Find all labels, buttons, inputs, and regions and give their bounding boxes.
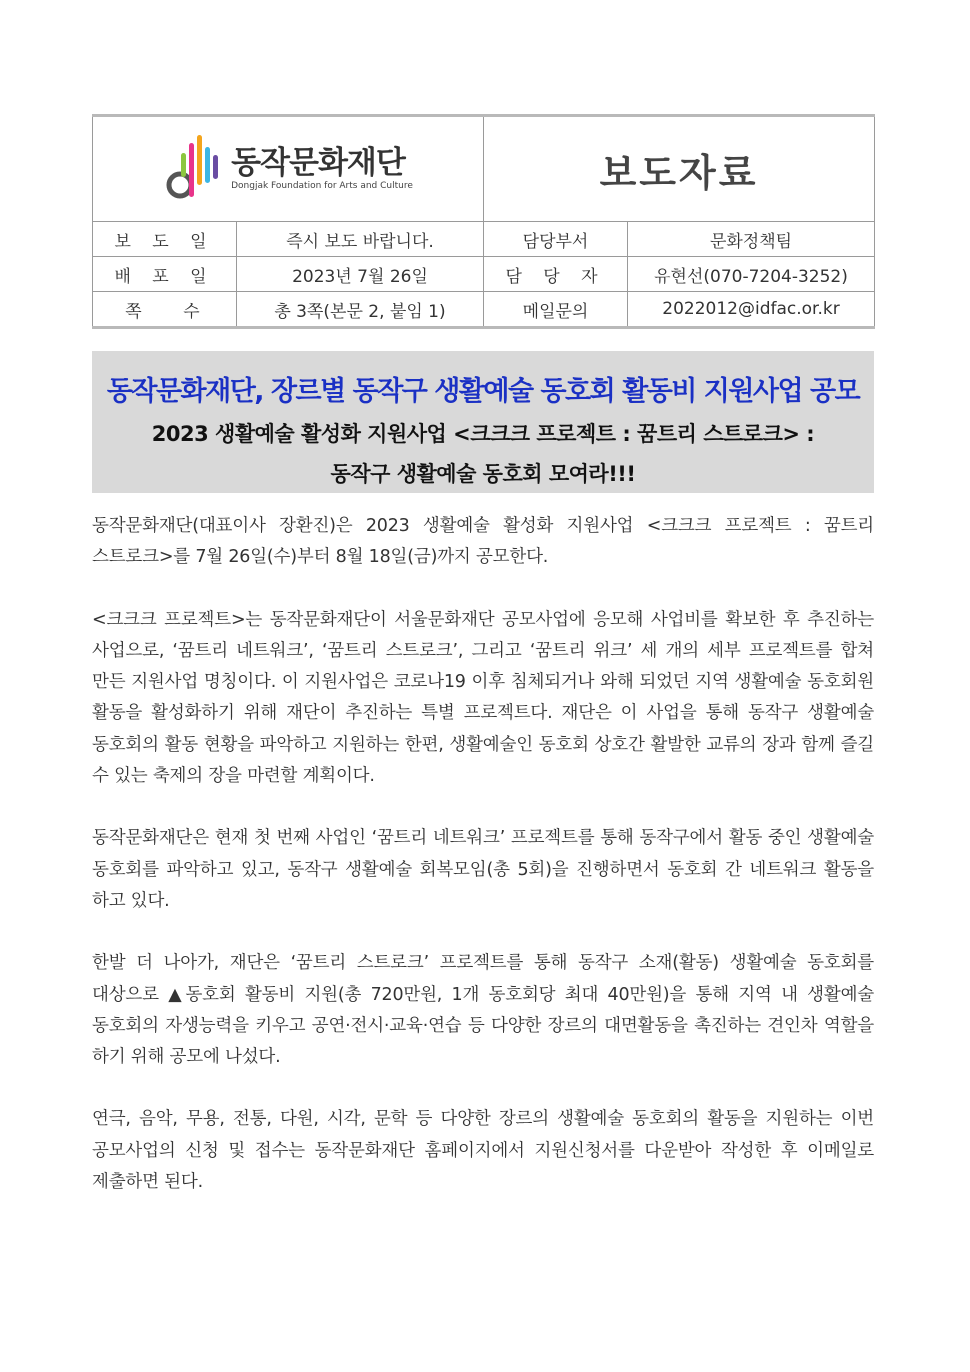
contact-person-label: 담 당 자: [484, 257, 628, 292]
logo-bar-4: [213, 155, 218, 179]
body-paragraph: 동작문화재단(대표이사 장환진)은 2023 생활예술 활성화 지원사업 <크크크 프로젝트 : 꿈트리 스트로크>를 7월 26일(수)부터 8월 18일(금)까지 공모한다.: [92, 516, 874, 568]
email-value: 2022012@idfac.or.kr: [628, 292, 875, 328]
header-row: [93, 257, 875, 292]
logo-name-english: Dongjak Foundation for Arts and Culture: [231, 181, 413, 191]
headline-main: 동작문화재단, 장르별 동작구 생활예술 동호회 활동비 지원사업 공모: [106, 376, 860, 407]
logo-bar-2: [197, 135, 202, 185]
distribution-date-label: 배 포 일: [93, 257, 237, 292]
body-paragraph: 한발 더 나아가, 재단은 ‘꿈트리 스트로크’ 프로젝트를 통해 동작구 소재(활동) 생활예술 동호회를 대상으로 ▲동호회 활동비 지원(총 720만원, 1개 동호회당 최대 40만원)을 통해 지역 내 생활예술 동호회의 자생능력을 키우고 공연·전시·교육·연습 등 다양한 장르의 대면활동을 촉진하는 견인차 역할을 하기 위해 공모에 나섰다.: [92, 953, 874, 1068]
press-release-title: 보도자료: [599, 150, 759, 195]
body-paragraph: 동작문화재단은 현재 첫 번째 사업인 ‘꿈트리 네트워크’ 프로젝트를 통해 동작구에서 활동 중인 생활예술 동호회를 파악하고 있고, 동작구 생활예술 회복모임(총 5회)을 진행하면서 동호회 간 네트워크 활동을 하고 있다.: [92, 828, 874, 911]
release-date-value: 즉시 보도 바랍니다.: [237, 222, 484, 257]
headline-box: [92, 351, 874, 493]
email-label: 메일문의: [484, 292, 628, 328]
press-release-page: [92, 114, 874, 1229]
release-date-label: 보 도 일: [93, 222, 237, 257]
logo-bar-5: [181, 153, 186, 177]
header-row: [93, 222, 875, 257]
logo-cell: [93, 116, 484, 222]
page-count-label: 쪽 수: [93, 292, 237, 328]
body-paragraph: 연극, 음악, 무용, 전통, 다원, 시각, 문학 등 다양한 장르의 생활예술 동호회의 활동을 지원하는 이번 공모사업의 신청 및 접수는 동작문화재단 홈페이지에서 지원신청서를 다운받아 작성한 후 이메일로 제출하면 된다.: [92, 1109, 874, 1193]
department-label: 담당부서: [484, 222, 628, 257]
contact-person-value: 유현선(070-7204-3252): [628, 257, 875, 292]
logo-ring: [169, 174, 191, 196]
logo-name-korean: 동작문화재단: [231, 145, 405, 181]
foundation-logo-icon: [163, 133, 221, 205]
article-body: [92, 511, 874, 1198]
press-title-cell: [484, 116, 875, 222]
foundation-logo: [93, 133, 483, 205]
page-count-value: 총 3쪽(본문 2, 붙임 1): [237, 292, 484, 328]
body-paragraph: <크크크 프로젝트>는 동작문화재단이 서울문화재단 공모사업에 응모해 사업비를 확보한 후 추진하는 사업으로, ‘꿈트리 네트워크’, ‘꿈트리 스트로크’, 그리고 ‘꿈트리 위크’ 세 개의 세부 프로젝트를 합쳐 만든 지원사업 명칭이다. 이 지원사업은 코로나19 이후 침체되거나 와해 되었던 지역 생활예술 동호회원 활동을 활성화하기 위해 재단이 추진하는 특별 프로젝트다. 재단은 이 사업을 통해 동작구 생활예술 동호회의 활동 현황을 파악하고 지원하는 한편, 생활예술인 동호회 상호간 활발한 교류의 장과 함께 즐길 수 있는 축제의 장을 마련할 계획이다.: [92, 609, 874, 787]
press-release-header-table: [92, 114, 875, 329]
distribution-date-value: 2023년 7월 26일: [237, 257, 484, 292]
department-value: 문화정책팀: [628, 222, 875, 257]
headline-subtitle-line-1: 2023 생활예술 활성화 지원사업 <크크크 프로젝트 : 꿈트리 스트로크> :: [151, 422, 815, 446]
headline-subtitle-line-2: 동작구 생활예술 동호회 모여라!!!: [330, 462, 636, 486]
logo-bar-1: [189, 143, 194, 197]
header-row: [93, 292, 875, 328]
logo-bar-3: [205, 147, 210, 183]
